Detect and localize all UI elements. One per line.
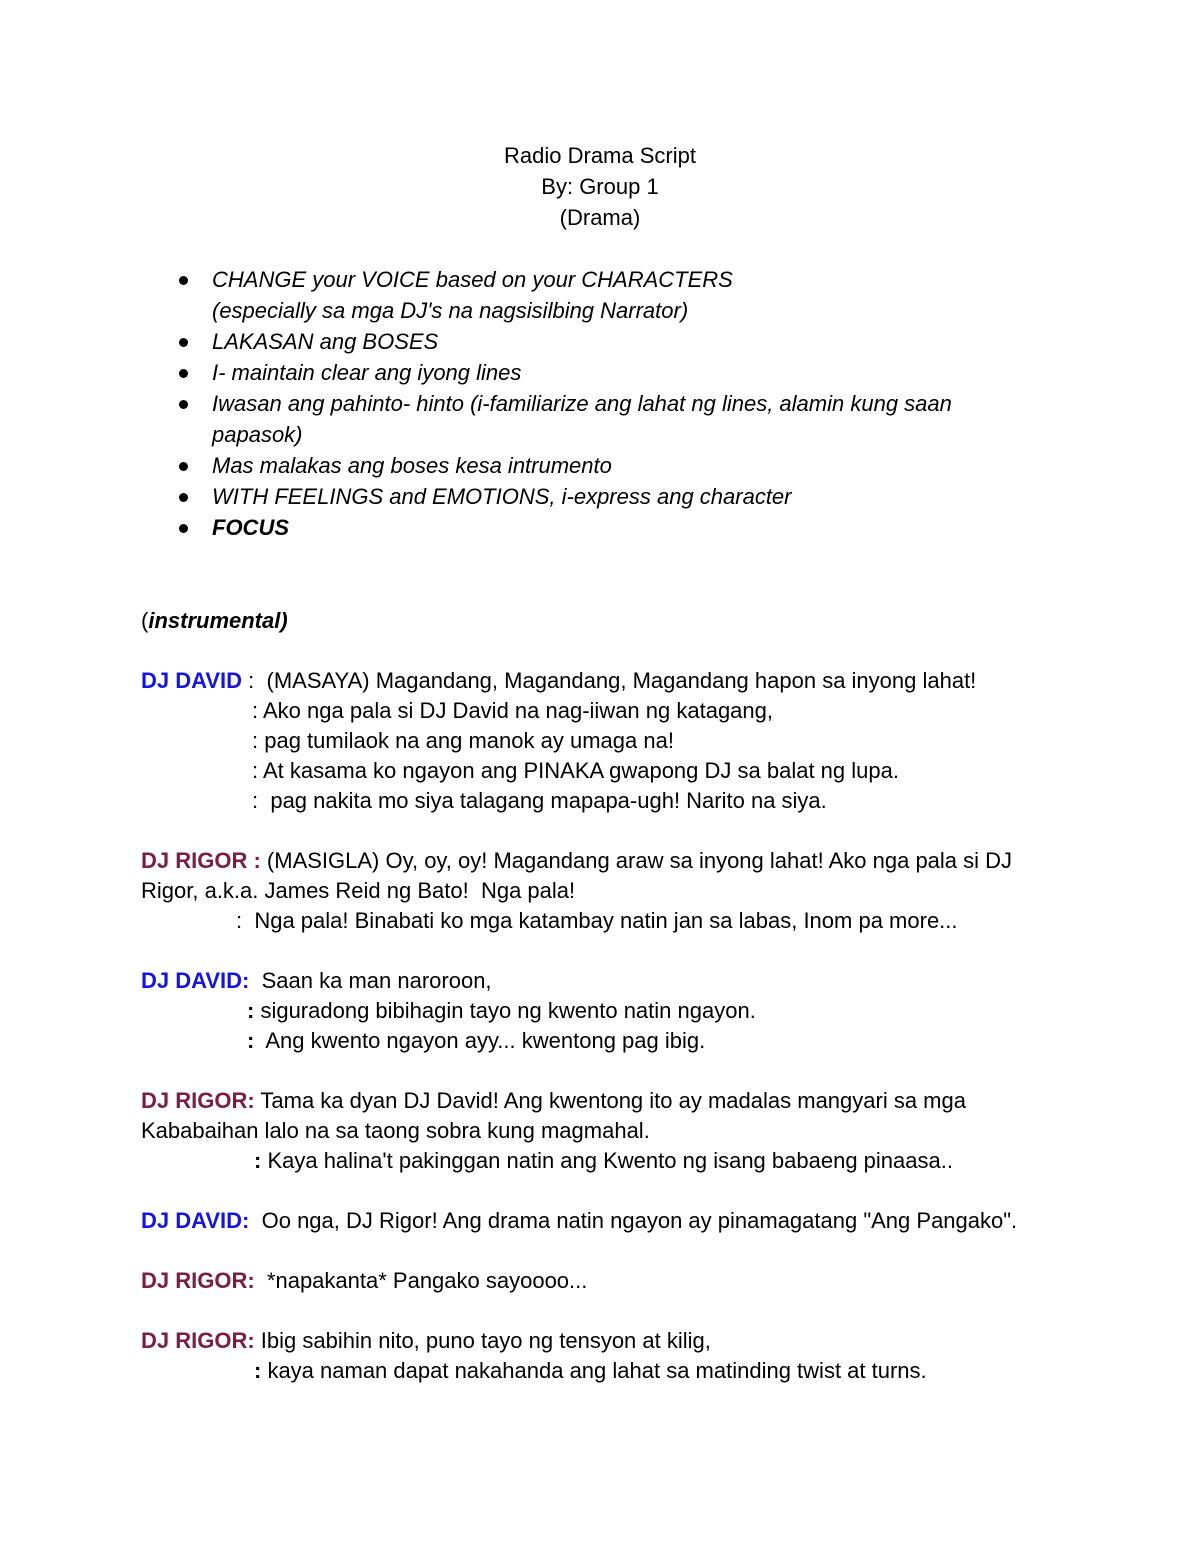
- rule-item: Mas malakas ang boses kesa intrumento: [176, 450, 1056, 481]
- bullet-icon: [179, 462, 188, 471]
- dialogue-line: : Ang kwento ngayon ayy... kwentong pag ibig.: [247, 1028, 706, 1053]
- rules-list: [176, 264, 1056, 543]
- dialogue-line: : At kasama ko ngayon ang PINAKA gwapong DJ sa balat ng lupa.: [252, 758, 899, 783]
- dialogue-line: Rigor, a.k.a. James Reid ng Bato! Nga pala!: [141, 878, 576, 903]
- bullet-icon: [179, 276, 188, 285]
- dialogue-line: DJ RIGOR: *napakanta* Pangako sayoooo...: [141, 1268, 588, 1293]
- dialogue-line: : pag nakita mo siya talagang mapapa-ugh! Narito na siya.: [252, 788, 827, 813]
- doc-genre: (Drama): [559, 205, 641, 230]
- rule-item: Iwasan ang pahinto- hinto (i-familiarize ang lahat ng lines, alamin kung saan papasok): [176, 388, 1056, 450]
- rule-item: CHANGE your VOICE based on your CHARACTERS (especially sa mga DJ's na nagsisilbing Narrator): [176, 264, 1056, 326]
- rule-item: I- maintain clear ang iyong lines: [176, 357, 1056, 388]
- dialogue-line: DJ RIGOR: Ibig sabihin nito, puno tayo ng tensyon at kilig,: [141, 1328, 711, 1353]
- bullet-icon: [179, 524, 188, 533]
- speaker-rigor: DJ RIGOR:: [141, 1088, 255, 1113]
- rule-item: FOCUS: [176, 512, 1056, 543]
- speaker-david: DJ DAVID:: [141, 968, 250, 993]
- instrumental-cue: (instrumental): [141, 608, 288, 633]
- dialogue-line: : siguradong bibihagin tayo ng kwento natin ngayon.: [247, 998, 756, 1023]
- dialogue-line: DJ RIGOR : (MASIGLA) Oy, oy, oy! Magandang araw sa inyong lahat! Ako nga pala si DJ: [141, 848, 1013, 873]
- speaker-david: DJ DAVID:: [141, 1208, 250, 1233]
- rule-item: WITH FEELINGS and EMOTIONS, i-express ang character: [176, 481, 1056, 512]
- bullet-icon: [179, 338, 188, 347]
- script-body: [141, 606, 1071, 1386]
- dialogue-line: DJ DAVID: Saan ka man naroroon,: [141, 968, 492, 993]
- dialogue-line: : Ako nga pala si DJ David na nag-iiwan ng katagang,: [252, 698, 773, 723]
- bullet-icon: [179, 400, 188, 409]
- bullet-icon: [179, 493, 188, 502]
- dialogue-line: DJ DAVID : (MASAYA) Magandang, Magandang, Magandang hapon sa inyong lahat!: [141, 668, 977, 693]
- bullet-icon: [179, 369, 188, 378]
- doc-title: Radio Drama Script: [504, 143, 696, 168]
- title-block: [0, 140, 1200, 233]
- dialogue-line: : kaya naman dapat nakahanda ang lahat sa matinding twist at turns.: [254, 1358, 927, 1383]
- rule-item: LAKASAN ang BOSES: [176, 326, 1056, 357]
- speaker-rigor: DJ RIGOR: [141, 848, 248, 873]
- dialogue-line: : Kaya halina't pakinggan natin ang Kwento ng isang babaeng pinaasa..: [254, 1148, 953, 1173]
- speaker-rigor: DJ RIGOR:: [141, 1268, 255, 1293]
- dialogue-line: : pag tumilaok na ang manok ay umaga na!: [252, 728, 674, 753]
- dialogue-line: Kababaihan lalo na sa taong sobra kung magmahal.: [141, 1118, 650, 1143]
- dialogue-line: DJ DAVID: Oo nga, DJ Rigor! Ang drama natin ngayon ay pinamagatang "Ang Pangako".: [141, 1208, 1018, 1233]
- speaker-david: DJ DAVID: [141, 668, 243, 693]
- dialogue-line: DJ RIGOR: Tama ka dyan DJ David! Ang kwentong ito ay madalas mangyari sa mga: [141, 1088, 966, 1113]
- doc-byline: By: Group 1: [541, 174, 659, 199]
- speaker-rigor: DJ RIGOR:: [141, 1328, 255, 1353]
- dialogue-line: : Nga pala! Binabati ko mga katambay natin jan sa labas, Inom pa more...: [236, 908, 958, 933]
